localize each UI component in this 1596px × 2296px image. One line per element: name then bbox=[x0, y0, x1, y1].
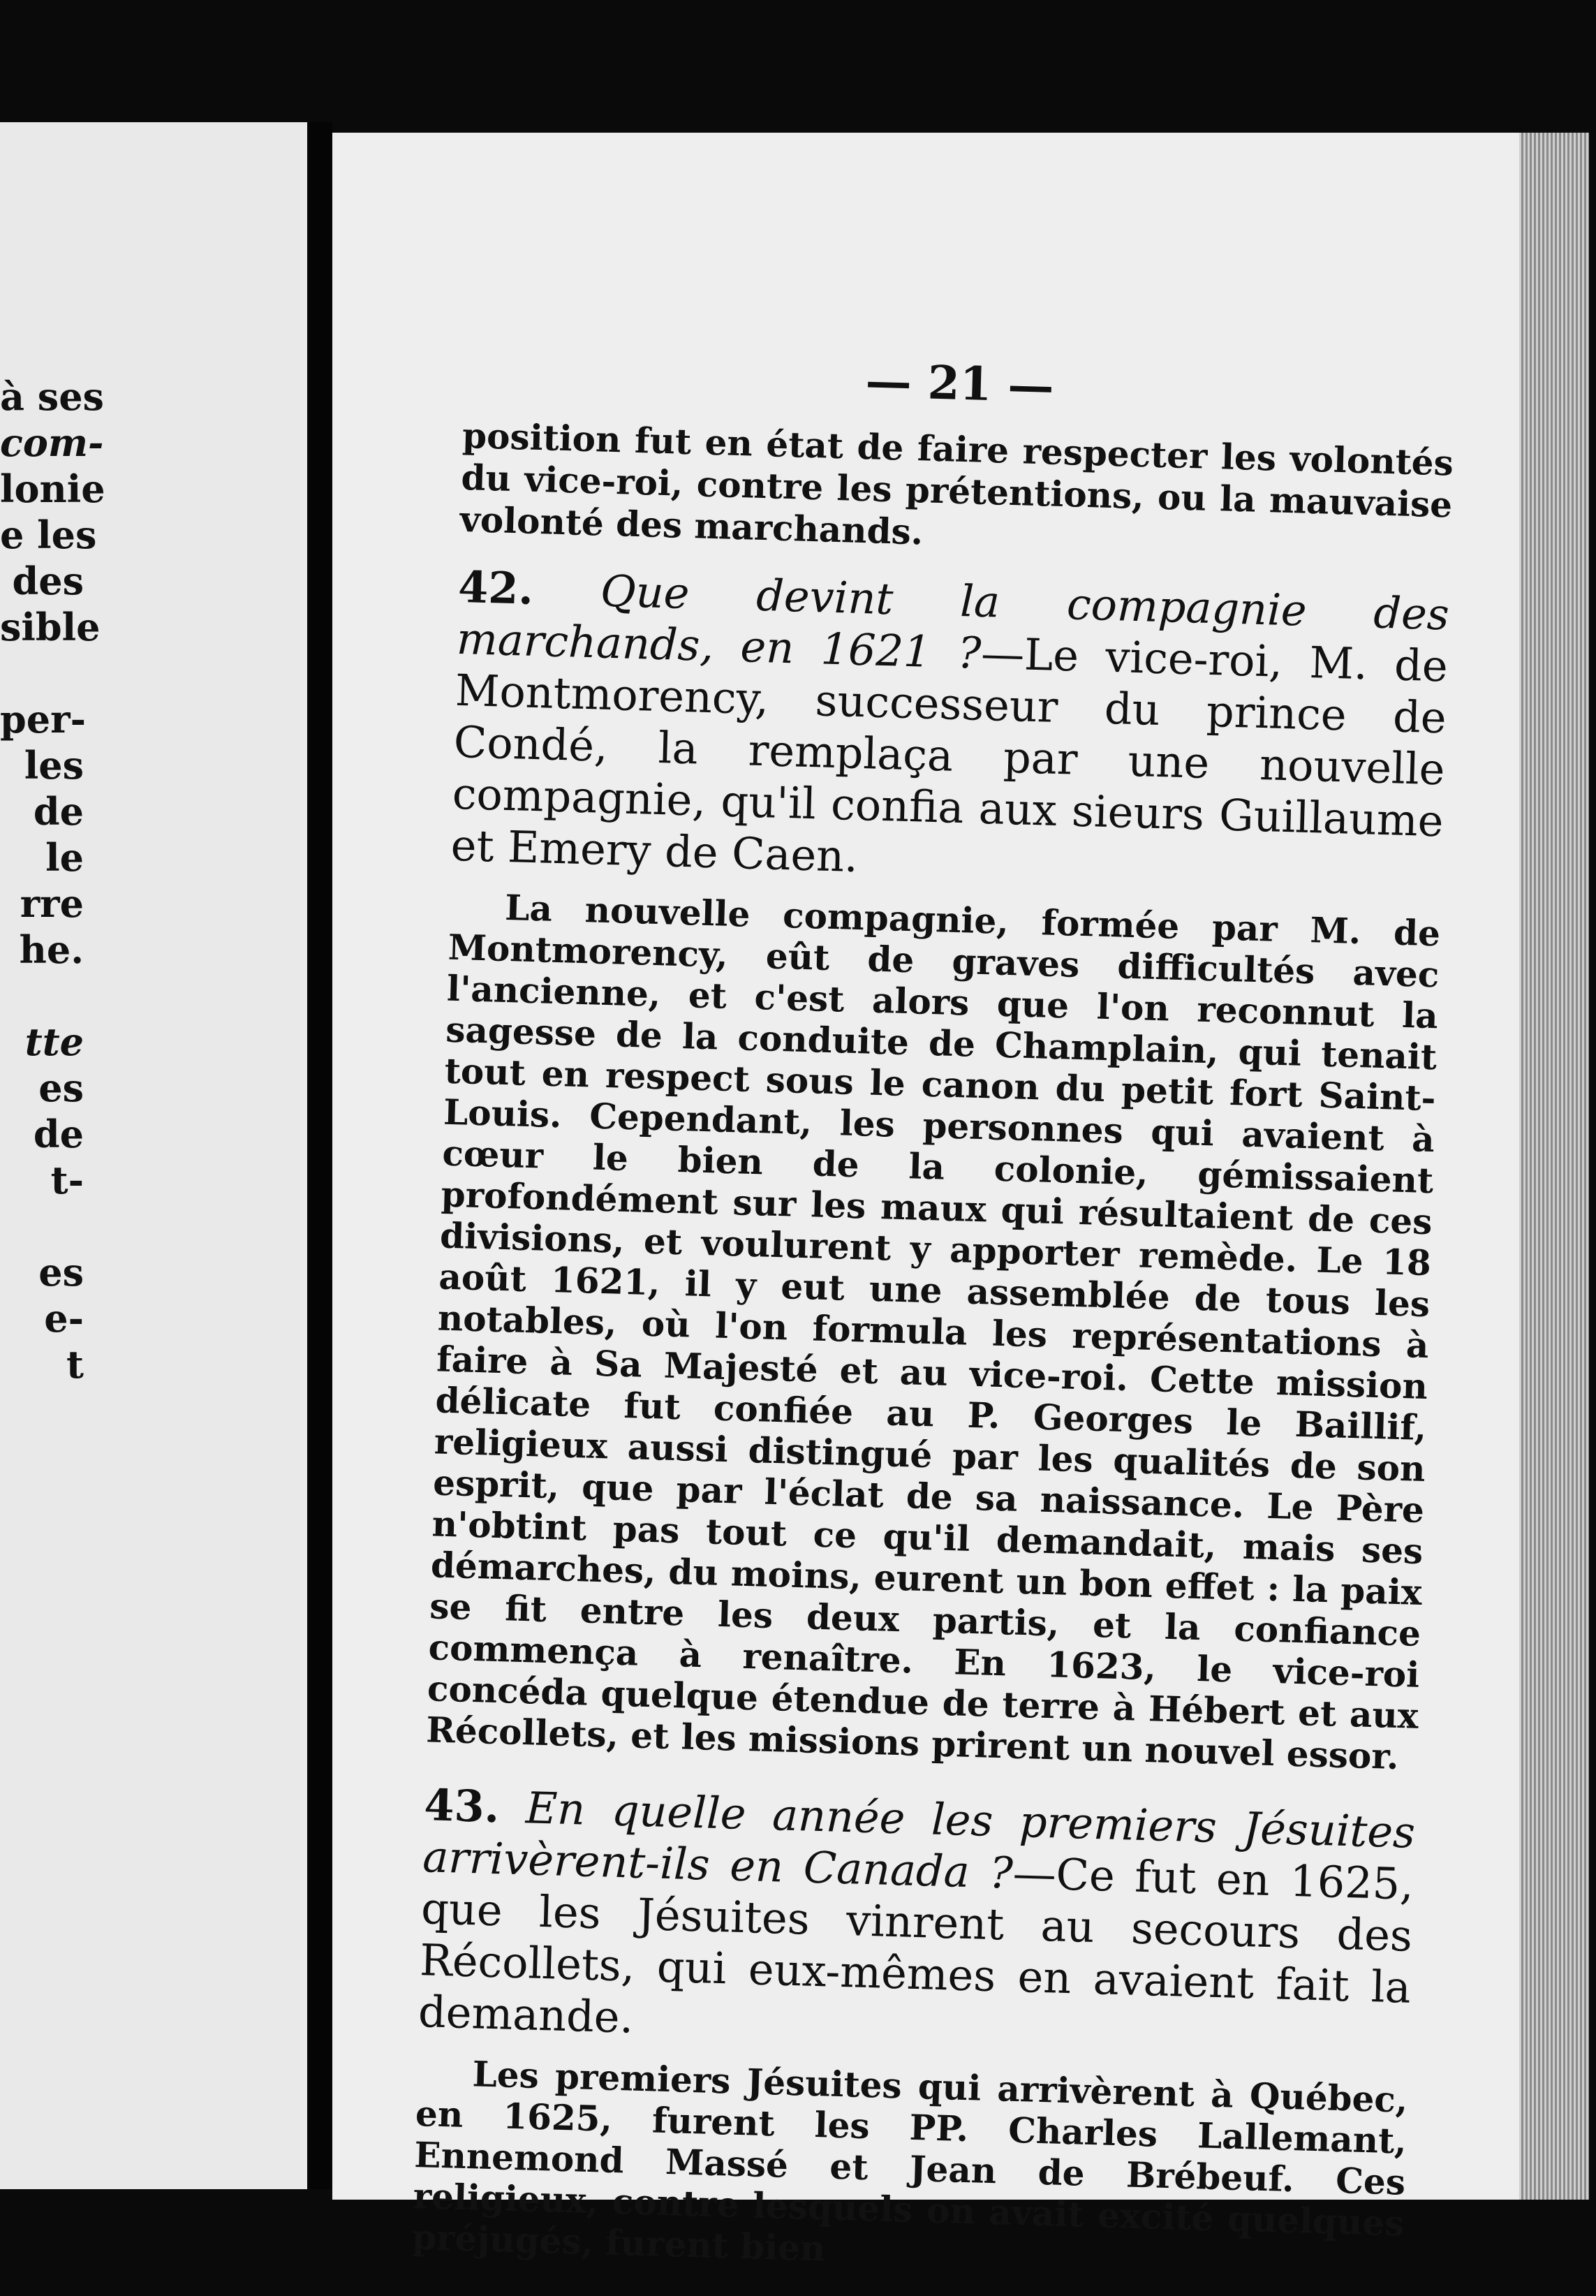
page-number: — 21 — bbox=[864, 353, 1055, 413]
left-fragment-line: per- bbox=[0, 697, 86, 742]
left-fragment-line bbox=[0, 1203, 307, 1249]
left-fragment-line: he. bbox=[19, 927, 84, 972]
book-gutter bbox=[307, 122, 332, 2189]
left-fragment-line bbox=[0, 973, 307, 1019]
left-fragment-line: sible bbox=[0, 605, 101, 649]
left-fragment-line: t bbox=[66, 1342, 84, 1387]
continued-paragraph: position fut en état de faire respecter les volontés du vice-roi, contre les prétentions, ou la mauvaise volonté des marchands. bbox=[459, 414, 1454, 553]
left-fragment-line: rre bbox=[20, 881, 84, 926]
question-text: En quelle année les premiers Jésuites arrivèrent-ils en Canada ? bbox=[422, 1782, 1416, 1899]
left-fragment-line bbox=[0, 650, 307, 696]
question-number: 42. bbox=[457, 561, 535, 615]
left-fragment-line: t- bbox=[50, 1158, 84, 1202]
left-fragment-line: le bbox=[45, 835, 84, 880]
left-fragment-line: les bbox=[24, 743, 84, 788]
right-page bbox=[332, 133, 1589, 2269]
answer-text: —Le vice-roi, M. de Montmorency, successeur du prince de Condé, la remplaça par une nouvelle compagnie, qu'il confia aux sieurs Guillaume et Emery de Caen. bbox=[450, 627, 1449, 882]
page-edges bbox=[1519, 133, 1589, 2200]
question-42 bbox=[450, 561, 1450, 899]
left-fragment-line: tte bbox=[24, 1020, 84, 1064]
left-fragment-line: des bbox=[12, 559, 84, 603]
paragraph-42: La nouvelle compagnie, formée par M. de Montmorency, eût de graves difficultés avec l'ancienne, et c'est alors que l'on reconnut la sagesse de la conduite de Champlain, qui tenait tout en respect sous le canon du petit fort Saint-Louis. Cependant, les personnes qui avaient à cœur le bien de la colonie, gémissaient profondément sur les maux qui résultaient de ces divisions, et voulurent y apporter remède. Le 18 août 1621, il y eut une assemblée de tous les notables, où l'on formula les représentations à faire à Sa Majesté et au vice-roi. Cette mission délicate fut confiée au P. Georges le Baillif, religieux aussi distingué par les qualités de son esprit, que par l'éclat de sa naissance. Le Père n'obtint pas tout ce qu'il demandait, mais ses démarches, du moins, eurent un bon effet : la paix se fit entre les deux partis, et la confiance commença à renaître. En 1623, le vice-roi concéda quelque étendue de terre à Hébert et aux Récollets, et les missions prirent un nouvel essor. bbox=[425, 886, 1441, 1778]
left-fragment-line: de bbox=[33, 789, 84, 834]
question-43 bbox=[418, 1779, 1416, 2066]
left-fragment-line: e les bbox=[0, 513, 97, 557]
left-fragment-line: de bbox=[33, 1112, 84, 1156]
page-content bbox=[411, 342, 1456, 2286]
left-fragment-line: à ses bbox=[0, 374, 104, 419]
paragraph-43: Les premiers Jésuites qui arrivèrent à Québec, en 1625, furent les PP. Charles Lallemant, Ennemond Massé et Jean de Brébeuf. Ces religieux, contre lesquels on avait excité quelques préjugés, furent bien bbox=[411, 2053, 1409, 2269]
left-fragment-line: es bbox=[38, 1250, 84, 1295]
left-fragment-line: e- bbox=[44, 1296, 84, 1341]
question-number: 43. bbox=[423, 1779, 501, 1833]
question-text: Que devint la compagnie des marchands, en 1621 ? bbox=[456, 565, 1450, 679]
left-fragment-line: com- bbox=[0, 420, 104, 465]
left-fragment-line: lonie bbox=[0, 466, 105, 511]
answer-text: —Ce fut en 1625, que les Jésuites vinrent au secours des Récollets, qui eux-mêmes en avaient fait la demande. bbox=[418, 1847, 1414, 2043]
left-fragment-line: es bbox=[38, 1066, 84, 1110]
left-page bbox=[0, 122, 307, 2189]
left-page-text-fragments bbox=[0, 374, 307, 1388]
